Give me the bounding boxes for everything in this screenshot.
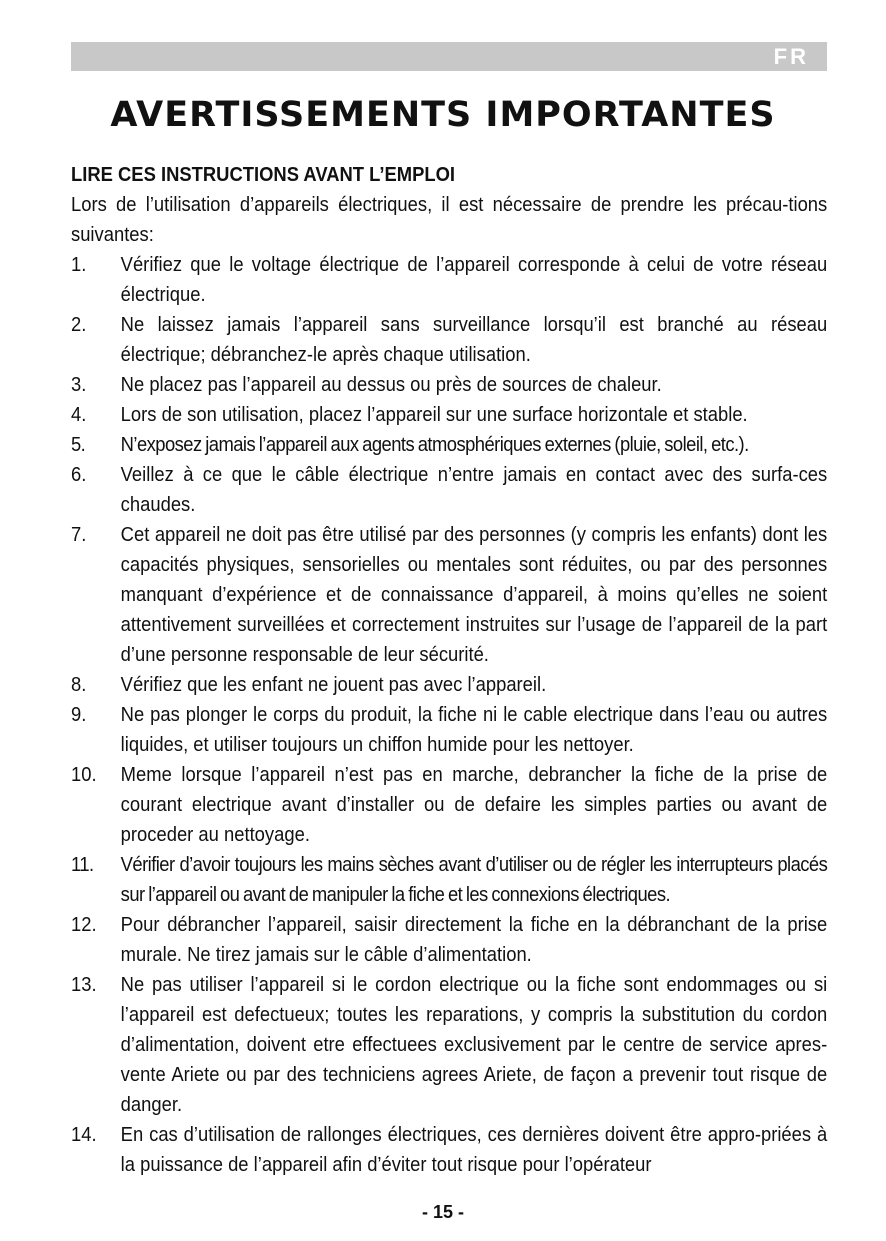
item-number: 1. (71, 254, 87, 276)
intro-paragraph: Lors de l’utilisation d’appareils électriques, il est nécessaire de prendre les précau-tions suivantes: (71, 194, 828, 246)
item-number: 7. (71, 524, 87, 546)
language-bar (71, 42, 827, 71)
list-item (71, 1120, 827, 1180)
list-item (71, 430, 827, 460)
list-item (71, 370, 827, 400)
item-number: 13. (71, 974, 97, 996)
item-number: 10. (71, 764, 97, 786)
list-item (71, 400, 827, 430)
item-text: Meme lorsque l’appareil n’est pas en marche, debrancher la fiche de la prise de courant electrique avant d’installer ou de defaire les simples parties ou avant de proceder au nettoyage. (120, 764, 828, 846)
item-number: 9. (71, 704, 87, 726)
item-text: Ne pas plonger le corps du produit, la fiche ni le cable electrique dans l’eau ou autres liquides, et utiliser toujours un chiffon humide pour les nettoyer. (120, 704, 828, 756)
list-item (71, 910, 827, 970)
language-code: FR (773, 44, 809, 69)
item-number: 2. (71, 314, 87, 336)
list-item (71, 250, 827, 310)
item-text: Ne laissez jamais l’appareil sans surveillance lorsqu’il est branché au réseau électrique; débranchez-le après chaque utilisation. (120, 314, 828, 366)
item-text: Cet appareil ne doit pas être utilisé par des personnes (y compris les enfants) dont les capacités physiques, sensorielles ou mentales sont réduites, ou par des personnes manquant d’expérience et de connaissance d’appareil, à moins qu’elles ne soient attentivement surveillées et correctement instruites sur l’usage de l’appareil de la part d’une personne responsable de leur sécurité. (120, 524, 828, 666)
item-text: Lors de son utilisation, placez l’appareil sur une surface horizontale et stable. (120, 404, 748, 426)
item-text: Ne placez pas l’appareil au dessus ou près de sources de chaleur. (120, 374, 662, 396)
item-text: En cas d’utilisation de rallonges électriques, ces dernières doivent être appro-priées à la puissance de l’appareil afin d’éviter tout risque pour l’opérateur (120, 1124, 828, 1176)
item-number: 3. (71, 374, 87, 396)
item-number: 12. (71, 914, 97, 936)
list-item (71, 970, 827, 1120)
item-number: 4. (71, 404, 87, 426)
item-text: Vérifier d’avoir toujours les mains sèches avant d’utiliser ou de régler les interrupteurs placés sur l’appareil ou avant de manipuler la fiche et les connexions électriques. (120, 854, 828, 906)
page-title: AVERTISSEMENTS IMPORTANTES (110, 95, 776, 135)
item-number: 6. (71, 464, 87, 486)
list-item (71, 670, 827, 700)
item-text: Veillez à ce que le câble électrique n’entre jamais en contact avec des surfa-ces chaudes. (120, 464, 828, 516)
list-item (71, 700, 827, 760)
item-number: 8. (71, 674, 87, 696)
item-text: Vérifiez que le voltage électrique de l’appareil corresponde à celui de votre réseau électrique. (120, 254, 828, 306)
list-item (71, 850, 827, 910)
list-item (71, 520, 827, 670)
list-item (71, 760, 827, 850)
item-text: Vérifiez que les enfant ne jouent pas avec l’appareil. (120, 674, 547, 696)
item-text: Ne pas utiliser l’appareil si le cordon electrique ou la fiche sont endommages ou si l’appareil est defectueux; toutes les reparations, y compris la substitution du cordon d’alimentation, doivent etre effectuees exclusivement par le centre de service apres-vente Ariete ou par des techniciens agrees Ariete, de façon a prevenir tout risque de danger. (120, 974, 828, 1116)
item-number: 14. (71, 1124, 97, 1146)
list-item (71, 460, 827, 520)
page-number: - 15 - (421, 1202, 464, 1222)
warnings-section (71, 160, 827, 1180)
item-text: Pour débrancher l’appareil, saisir directement la fiche en la débranchant de la prise murale. Ne tirez jamais sur le câble d’alimentation. (120, 914, 828, 966)
list-item (71, 310, 827, 370)
section-heading: LIRE CES INSTRUCTIONS AVANT L’EMPLOI (71, 164, 456, 186)
item-text: N’exposez jamais l’appareil aux agents atmosphériques externes (pluie, soleil, etc.). (120, 434, 749, 456)
item-number: 5. (71, 434, 86, 456)
item-number: 11. (71, 854, 94, 876)
warnings-list (71, 250, 827, 1180)
